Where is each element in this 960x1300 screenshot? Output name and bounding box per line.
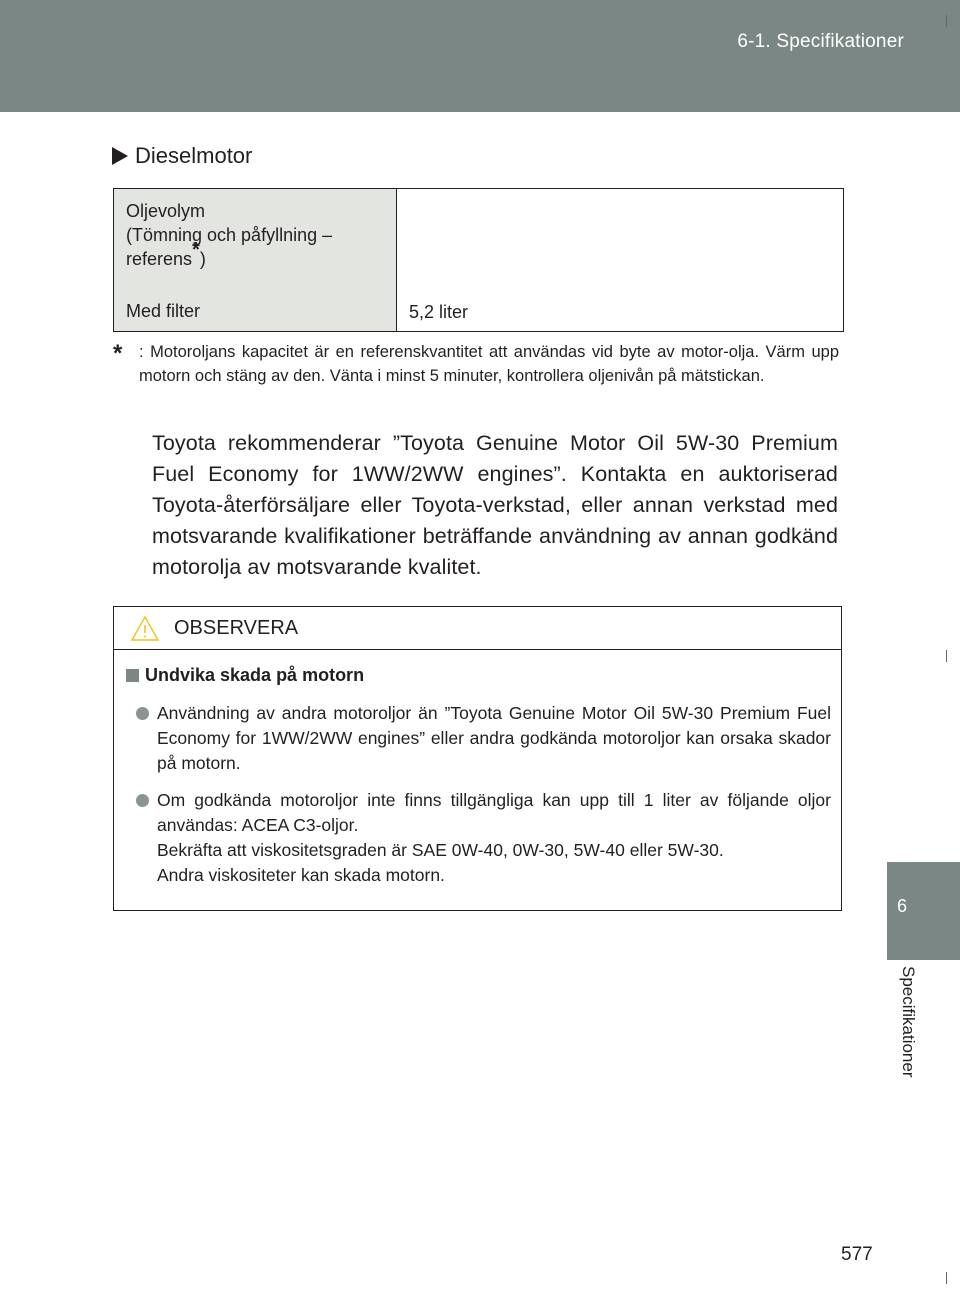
bullet-text: Om godkända motoroljor inte finns tillgängliga kan upp till 1 liter av följande oljor användas: ACEA C3-oljor. [157,790,831,835]
spec-value: 5,2 liter [409,302,469,322]
caution-subheading [126,665,364,686]
footnote-text: : Motoroljans kapacitet är en referenskvantitet att användas vid byte av motor-olja. Värm upp motorn och stäng av den. Vänta i minst 5 minuter, kontrollera oljenivån på mätstickan. [139,343,839,385]
spec-label-line: Oljevolym [126,201,206,221]
caution-subheading-text: Undvika skada på motorn [145,665,365,685]
header-band [0,0,960,112]
square-bullet-icon [126,669,139,682]
chapter-number: 6 [896,896,907,916]
section-heading-text: Dieselmotor [135,143,253,168]
spec-label-line: referens*) [126,239,206,269]
spec-label-cell [114,189,397,331]
chapter-tab-label: Specifikationer [899,966,918,1078]
list-item [136,788,831,888]
crop-mark [946,15,947,27]
bullet-dot-icon [136,707,149,720]
spec-label-line: (Tömning och påfyllning – [126,225,333,245]
warning-triangle-icon [130,615,160,642]
chapter-title: 6-1. Specifikationer [737,31,904,52]
crop-mark [946,1272,947,1284]
list-item [136,701,831,776]
spec-table [113,188,844,332]
caution-title: OBSERVERA [174,616,299,639]
bullet-text: Bekräfta att viskositetsgraden är SAE 0W-40, 0W-30, 5W-40 eller 5W-30. [157,840,724,860]
footnote [113,340,839,388]
section-heading [112,143,252,169]
asterisk-mark: * [192,239,200,261]
caution-header [114,607,841,650]
page-number: 577 [841,1244,873,1265]
spec-sub-label: Med filter [126,301,201,321]
footnote-marker: * [113,340,123,367]
caution-box [113,606,842,911]
crop-mark [946,650,947,662]
triangle-right-icon [112,147,128,165]
bullet-text: Användning av andra motoroljor än ”Toyota Genuine Motor Oil 5W-30 Premium Fuel Economy for 1WW/2WW engines” eller andra godkända motoroljor kan orsaka skador på motorn. [157,703,831,773]
bullet-dot-icon [136,794,149,807]
spec-value-cell [397,189,843,331]
recommendation-paragraph: Toyota rekommenderar ”Toyota Genuine Motor Oil 5W-30 Premium Fuel Economy for 1WW/2WW engines”. Kontakta en auktoriserad Toyota-återförsäljare eller Toyota-verkstad, eller annan verkstad med motsvarande kvalifikationer beträffande användning av annan godkänd motorolja av motsvarande kvalitet. [152,431,838,579]
bullet-text: Andra viskositeter kan skada motorn. [157,865,445,885]
